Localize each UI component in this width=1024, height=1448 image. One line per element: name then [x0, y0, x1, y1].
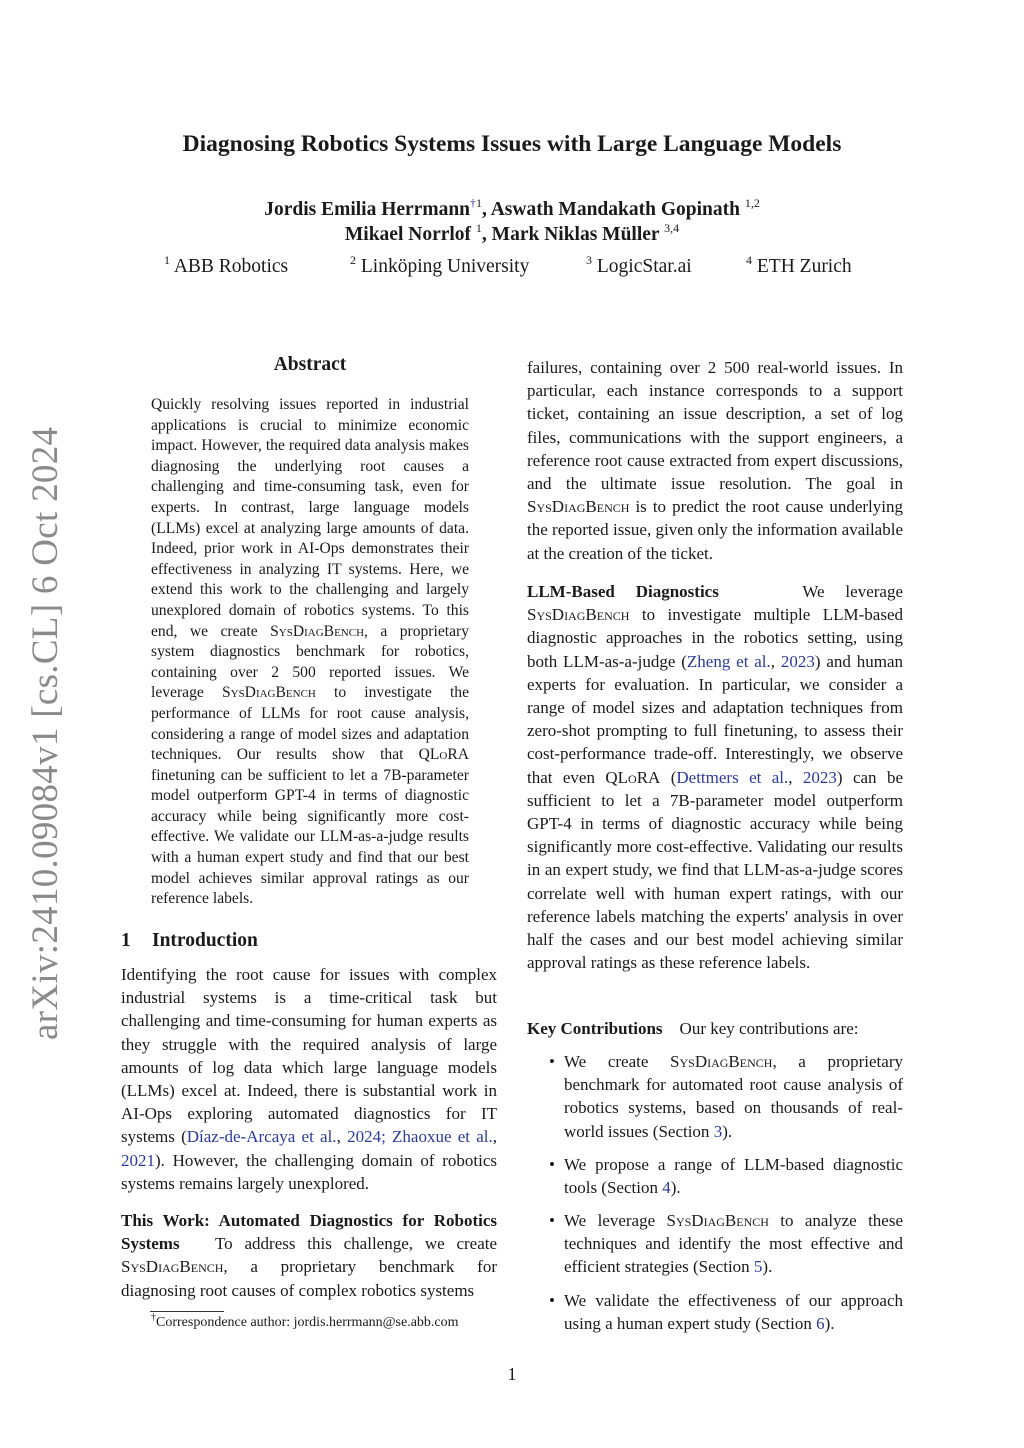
arxiv-identifier-stamp: arXiv:2410.09084v1 [cs.CL] 6 Oct 2024	[25, 426, 66, 1040]
paragraph-heading: LLM-Based Diagnostics	[527, 582, 719, 601]
citation-link[interactable]: 2024	[347, 1127, 382, 1147]
benchmark-name: SysDiagBench	[121, 1257, 224, 1277]
paragraph-heading: Key Contributions	[527, 1019, 663, 1038]
benchmark-name: SysDiagBench	[527, 605, 630, 625]
key-contributions-paragraph: Key Contributions Our key contributions are:	[527, 1019, 859, 1038]
right-column-paragraph: failures, containing over 2 500 real-world issues. In particular, each instance corresponds to a support ticket, containing an issue description, a set of log files, communications with the support engineers, a reference root cause extracted from expert discussions, and the ultimate issue resolution. The goal in SysDiagBench is to predict the root cause underlying the reported issue, given only the information available at the creation of the ticket.	[527, 358, 903, 563]
benchmark-name: SysDiagBench	[670, 1052, 773, 1071]
contribution-list-item: • We validate the effectiveness of our approach using a human expert study (Section 6).	[549, 1291, 903, 1334]
benchmark-name: SysDiagBench	[221, 684, 316, 702]
benchmark-name: SysDiagBench	[270, 622, 365, 640]
affiliation-marker: 3,4	[664, 221, 680, 235]
contribution-list-item: • We propose a range of LLM-based diagnostic tools (Section 4).	[549, 1155, 903, 1198]
author-name: Mark Niklas Müller	[491, 224, 660, 245]
bullet-point: •	[549, 1155, 555, 1174]
affiliation-marker: 1,2	[744, 196, 760, 210]
footnote: †Correspondence author: jordis.herrmann@se.abb.com	[151, 1312, 459, 1330]
paragraph-heading: This Work: Automated Diagnostics for Robotics Systems	[121, 1211, 497, 1254]
abstract-text: Quickly resolving issues reported in industrial applications is crucial to minimize economic impact. However, the required data analysis makes diagnosing the underlying root causes a challenging and time-consuming task, even for experts. In contrast, large language models (LLMs) excel at analyzing large amounts of data. Indeed, prior work in AI-Ops demonstrates their effectiveness in analyzing IT systems. Here, we extend this work to the challenging and largely unexplored domain of robotics systems. To this end, we create SysDiagBench, a proprietary system diagnostics benchmark for robotics, containing over 2 500 reported issues. We leverage SysDiagBench to investigate the performance of LLMs for root cause analysis, considering a range of model sizes and adaptation techniques. Our results show that QLoRA finetuning can be sufficient to let a 7B-parameter model outperform GPT-4 in terms of diagnostic accuracy while being significantly more cost-effective. We validate our LLM-as-a-judge results with a human expert study and find that our best model achieves similar approval ratings as our reference labels.	[151, 396, 470, 908]
introduction-paragraph: Identifying the root cause for issues with complex industrial systems is a time-critical task but challenging and time-consuming for human experts as they struggle with the required analysis of large amounts of log data which large language models (LLMs) excel at. Indeed, there is substantial work in AI-Ops exploring automated diagnostics for IT systems (Díaz-de-Arcaya et al., 2024; Zhaoxue et al., 2021). However, the challenging domain of robotics systems remains largely unexplored.	[121, 965, 498, 1193]
section-link[interactable]: 6	[816, 1314, 825, 1334]
abstract-heading: Abstract	[273, 354, 347, 375]
citation-link[interactable]: Díaz-de-Arcaya et al.	[186, 1127, 337, 1147]
affiliation-marker: 1	[475, 221, 482, 235]
bullet-point: •	[549, 1291, 555, 1310]
section-link[interactable]: 5	[753, 1257, 763, 1277]
bullet-point: •	[549, 1211, 555, 1230]
llm-based-diagnostics-paragraph: LLM-Based Diagnostics We leverage SysDiagBench to investigate multiple LLM-based diagnostic approaches in the robotics setting, using both LLM-as-a-judge (Zheng et al., 2023) and human experts for evaluation. In particular, we consider a range of model sizes and adaptation techniques from zero-shot prompting to full finetuning, to assess their cost-performance trade-off. Interestingly, we observe that even QLoRA (Dettmers et al., 2023) can be sufficient to let a 7B-parameter model outperform GPT-4 in terms of diagnostic accuracy while being significantly more cost-effective. Validating our results in an expert study, we find that LLM-as-a-judge scores correlate well with human expert ratings, with our reference labels matching the experts' analysis in over half the cases and our best model achieving similar approval ratings as these reference labels.	[527, 582, 904, 973]
contribution-list-item: • We create SysDiagBench, a proprietary benchmark for automated root cause analysis of robotics systems, based on thousands of real-world issues (Section 3).	[549, 1052, 903, 1141]
section-link[interactable]: 3	[713, 1121, 723, 1141]
citation-link[interactable]: 2021	[121, 1150, 155, 1170]
citation-link[interactable]: Zhaoxue et al.	[392, 1127, 493, 1147]
benchmark-name: SysDiagBench	[527, 497, 630, 517]
citation-link[interactable]: Zheng et al.	[686, 651, 771, 671]
page-number: 1	[507, 1364, 517, 1384]
affiliation: $^3$ LogicStar.ai	[586, 253, 692, 277]
footnote-divider	[150, 1311, 224, 1312]
author-name: Aswath Mandakath Gopinath	[490, 199, 740, 220]
author-line-2: Mikael Norrlof $^1$, Mark Niklas Müller $^{3,4}$	[344, 221, 680, 245]
this-work-paragraph: This Work: Automated Diagnostics for Robotics Systems To address this challenge, we create SysDiagBench, a proprietary benchmark for diagnosing root causes of complex robotics systems	[121, 1211, 498, 1300]
author-line-1: Jordis Emilia Herrmann$^{\dagger 1}$, Aswath Mandakath Gopinath $^{1,2}$	[264, 196, 760, 220]
affiliation: $^1$ ABB Robotics	[164, 253, 289, 277]
benchmark-name: SysDiagBench	[666, 1211, 769, 1230]
affiliation-marker: 1	[476, 196, 483, 210]
bullet-point: •	[549, 1052, 555, 1071]
footnote-dagger[interactable]: †	[470, 196, 477, 210]
citation-link[interactable]: 2023	[802, 767, 837, 787]
affiliation: $^4$ ETH Zurich	[746, 253, 852, 277]
author-name: Mikael Norrlof	[344, 224, 472, 245]
section-link[interactable]: 4	[662, 1178, 671, 1198]
section-heading-introduction: 1 Introduction	[121, 930, 258, 951]
paper-title: Diagnosing Robotics Systems Issues with Large Language Models	[182, 131, 842, 157]
citation-link[interactable]: 2023	[780, 651, 815, 671]
author-name: Jordis Emilia Herrmann	[264, 199, 471, 220]
citation-link[interactable]: Dettmers et al.	[676, 767, 789, 787]
contribution-list-item: • We leverage SysDiagBench to analyze these techniques and identify the most effective and efficient strategies (Section 5).	[549, 1211, 904, 1277]
affiliation: $^2$ Linköping University	[350, 253, 530, 277]
